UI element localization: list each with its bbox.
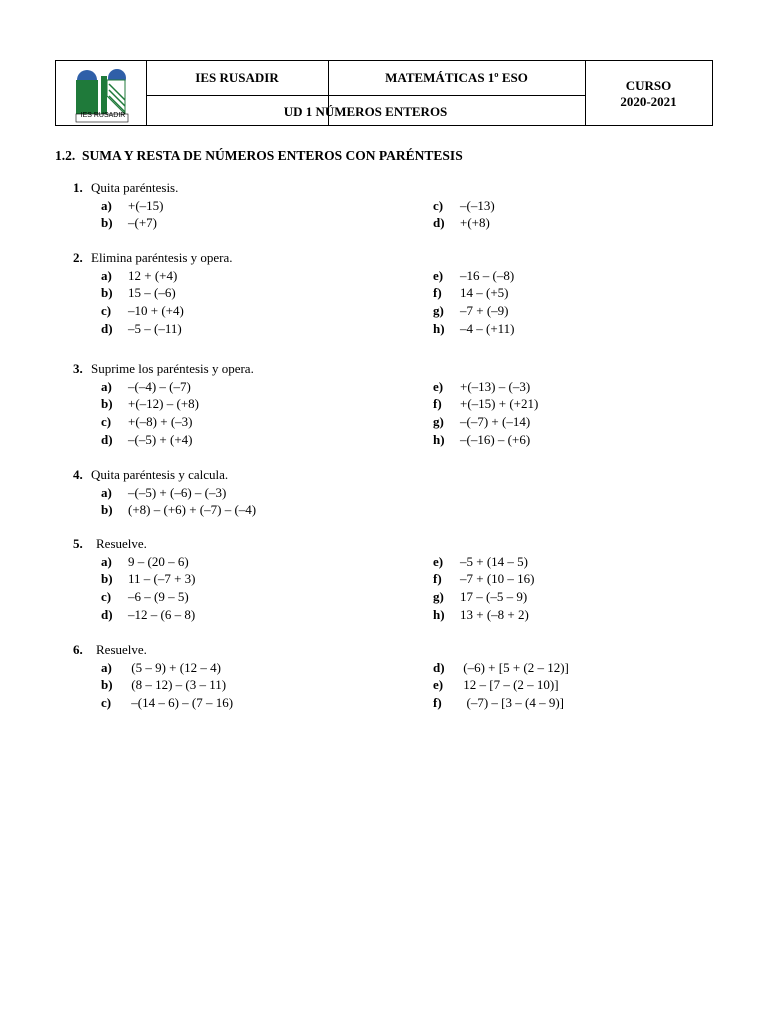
item-expression: –(–5) + (–6) – (–3) [128,484,227,500]
item-expression: 11 – (–7 + 3) [128,571,196,587]
course-label: CURSO [625,78,672,93]
item-letter: c) [101,303,112,319]
course-year: 2020-2021 [620,94,677,109]
header-table [55,60,713,126]
exercise-item [101,285,176,301]
exercise-item [433,321,515,337]
item-letter: b) [101,215,113,231]
item-expression: –12 – (6 – 8) [128,606,196,622]
section-title: 1.2. SUMA Y RESTA DE NÚMEROS ENTEROS CON PARÉNTESIS [55,148,463,163]
exercise-item [101,432,192,448]
question-text: Quita paréntesis. [91,180,179,195]
item-letter: d) [101,431,113,447]
exercise-item [433,695,564,711]
exercise-item [433,198,495,214]
item-letter: c) [433,197,444,213]
item-expression: +(+8) [460,215,490,231]
item-expression: +(–15) + (+21) [460,396,539,412]
question-number: 2. [73,250,83,265]
item-expression: 17 – (–5 – 9) [460,589,528,605]
item-expression: –10 + (+4) [128,303,184,319]
subject-name: MATEMÁTICAS 1º ESO [385,70,528,85]
exercise-item [101,379,191,395]
exercise-item [101,502,256,518]
item-expression: –4 – (+11) [460,320,515,336]
item-letter: a) [101,267,112,283]
exercise-item [433,554,528,570]
item-letter: a) [101,197,112,213]
exercise-item [101,485,226,501]
unit-title: UD 1 NÚMEROS ENTEROS [283,104,448,119]
item-letter: f) [433,695,442,711]
item-expression: –(–13) [460,197,495,213]
item-expression: –(–16) – (+6) [460,431,531,447]
exercise-item [433,677,559,693]
exercise-item [101,414,192,430]
logo-text: IES RUSADIR [80,112,126,119]
item-expression: –(–5) + (+4) [128,431,193,447]
item-letter: c) [101,695,112,711]
item-letter: b) [101,502,113,518]
item-letter: e) [433,677,444,693]
item-expression: +(–13) – (–3) [460,378,531,394]
exercise-item [101,321,182,337]
item-letter: b) [101,571,113,587]
exercise-item [101,268,177,284]
item-letter: a) [101,553,112,569]
item-expression: –(–4) – (–7) [128,378,191,394]
item-letter: c) [101,414,112,430]
item-letter: e) [433,378,444,394]
question-number: 4. [73,467,83,482]
question-text: Resuelve. [96,642,147,657]
item-letter: a) [101,659,112,675]
exercise-item [101,589,189,605]
exercise-item [433,432,530,448]
item-letter: h) [433,431,445,447]
exercise-item [101,198,164,214]
question-text: Quita paréntesis y calcula. [91,467,229,482]
item-expression: 9 – (20 – 6) [128,553,189,569]
item-letter: d) [101,320,113,336]
item-expression: 14 – (+5) [460,285,509,301]
exercise-item [433,396,538,412]
item-expression: (8 – 12) – (3 – 11) [128,677,227,693]
item-expression: 12 – [7 – (2 – 10)] [460,677,559,693]
item-letter: b) [101,396,113,412]
exercise-item [101,660,221,676]
exercise-item [101,607,195,623]
item-letter: b) [101,677,113,693]
question-text: Resuelve. [96,536,147,551]
item-letter: e) [433,553,444,569]
item-expression: –5 + (14 – 5) [460,553,528,569]
item-expression: –(–7) + (–14) [460,414,531,430]
exercise-item [433,607,529,623]
exercise-item [101,554,189,570]
item-expression: (5 – 9) + (12 – 4) [128,659,221,675]
exercise-item [433,379,530,395]
item-letter: f) [433,285,442,301]
question-number: 3. [73,361,83,376]
item-letter: c) [101,589,112,605]
item-expression: –(+7) [128,215,157,231]
item-expression: (–6) + [5 + (2 – 12)] [460,659,569,675]
item-letter: e) [433,267,444,283]
exercise-item [433,571,535,587]
item-expression: –5 – (–11) [128,320,182,336]
item-expression: +(–15) [128,197,164,213]
item-letter: b) [101,285,113,301]
exercise-item [433,660,569,676]
question-number: 1. [73,180,83,195]
item-expression: –6 – (9 – 5) [128,589,189,605]
item-letter: d) [433,659,445,675]
exercise-item [101,677,226,693]
item-expression: 13 + (–8 + 2) [460,606,529,622]
item-expression: +(–8) + (–3) [128,414,193,430]
item-expression: –16 – (–8) [460,267,515,283]
item-expression: (+8) – (+6) + (–7) – (–4) [128,502,257,518]
header-divider [146,95,585,96]
exercise-item [433,303,509,319]
exercise-item [433,414,530,430]
item-letter: g) [433,589,444,605]
item-letter: a) [101,378,112,394]
item-expression: 15 – (–6) [128,285,176,301]
exercise-item [433,268,514,284]
item-expression: –(14 – 6) – (7 – 16) [128,695,234,711]
exercise-item [101,215,157,231]
exercise-item [433,215,490,231]
exercise-item [101,571,196,587]
item-letter: a) [101,484,112,500]
item-expression: +(–12) – (+8) [128,396,199,412]
item-expression: 12 + (+4) [128,267,178,283]
question-number: 5. [73,536,83,551]
item-expression: –7 + (–9) [460,303,509,319]
item-letter: g) [433,414,444,430]
exercise-item [101,396,199,412]
school-name: IES RUSADIR [195,70,279,85]
item-letter: f) [433,571,442,587]
item-expression: (–7) – [3 – (4 – 9)] [460,695,564,711]
exercise-item [433,589,527,605]
exercise-item [101,695,233,711]
item-letter: f) [433,396,442,412]
exercise-item [433,285,509,301]
item-letter: d) [433,215,445,231]
item-letter: h) [433,320,445,336]
item-letter: g) [433,303,444,319]
question-number: 6. [73,642,83,657]
exercise-item [101,303,184,319]
item-expression: –7 + (10 – 16) [460,571,535,587]
question-text: Suprime los paréntesis y opera. [91,361,254,376]
item-letter: h) [433,606,445,622]
item-letter: d) [101,606,113,622]
question-text: Elimina paréntesis y opera. [91,250,233,265]
